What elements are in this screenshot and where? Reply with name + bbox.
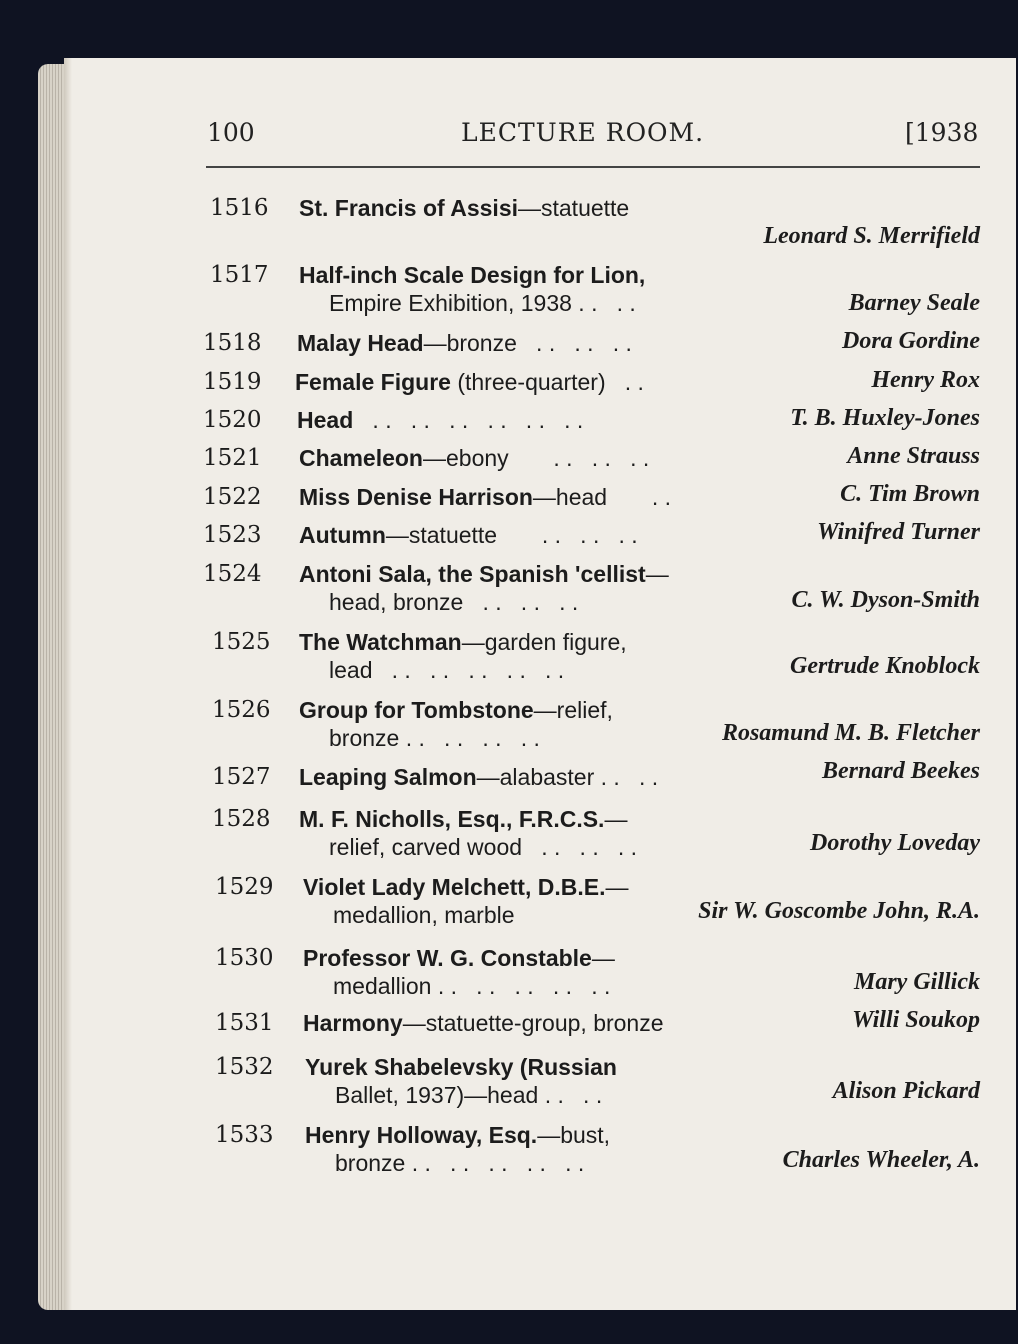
entry-number: 1525 — [212, 629, 271, 655]
entry-number: 1520 — [203, 407, 262, 433]
entry-number: 1531 — [215, 1010, 274, 1036]
entry-description: — — [645, 561, 669, 587]
entry-description: (three-quarter) . . — [450, 369, 644, 395]
entry-artist: C. Tim Brown — [840, 481, 980, 507]
entry-description: —head . . — [532, 484, 671, 510]
entry-title-line — [299, 195, 629, 222]
entry-title: Antoni Sala, the Spanish 'cellist — [299, 561, 646, 587]
entry-artist: Winifred Turner — [817, 519, 980, 545]
entry-description: —bronze . . . . . . — [423, 330, 632, 356]
entry-title: Henry Holloway, Esq. — [305, 1122, 538, 1148]
page-number: 100 — [207, 118, 255, 147]
entry-title: Yurek Shabelevsky (Russian — [305, 1054, 617, 1080]
entry-number: 1533 — [215, 1122, 274, 1148]
entry-artist: Anne Strauss — [847, 443, 980, 469]
entry-description: . . . . . . . . . . . . — [353, 407, 584, 433]
entry-title-line — [299, 764, 658, 791]
entry-artist: Dorothy Loveday — [810, 830, 980, 856]
entry-artist: Leonard S. Merrifield — [763, 223, 980, 249]
entry-title-line — [305, 1054, 617, 1081]
page-gutter-shadow — [64, 58, 72, 1310]
entry-description: — — [605, 874, 629, 900]
page-year: [1938 — [905, 118, 979, 147]
entry-artist: T. B. Huxley-Jones — [790, 405, 980, 431]
entry-number: 1517 — [210, 262, 269, 288]
entry-description: —bust, — [537, 1122, 611, 1148]
entry-title-line — [299, 629, 627, 656]
entry-title: Group for Tombstone — [299, 697, 534, 723]
entry-number: 1530 — [215, 945, 274, 971]
entry-artist: Willi Soukop — [852, 1007, 980, 1033]
entry-artist: C. W. Dyson-Smith — [791, 587, 980, 613]
entry-title-line — [297, 330, 632, 357]
entry-title-line — [299, 697, 613, 724]
entry-number: 1522 — [203, 484, 262, 510]
entry-description: —statuette . . . . . . — [385, 522, 638, 548]
entry-number: 1527 — [212, 764, 271, 790]
entry-number: 1532 — [215, 1054, 274, 1080]
entry-description: —alabaster . . . . — [476, 764, 659, 790]
entry-title: Half-inch Scale Design for Lion, — [299, 262, 646, 288]
entry-artist: Mary Gillick — [854, 969, 980, 995]
entry-title-line — [299, 522, 638, 549]
entry-continuation: medallion, marble — [333, 902, 515, 928]
entry-title-line — [299, 806, 627, 833]
entry-title: Chameleon — [299, 445, 423, 471]
header-rule — [206, 166, 980, 168]
entry-number: 1528 — [212, 806, 271, 832]
entry-description: — — [604, 806, 628, 832]
entry-title: Head — [297, 407, 354, 433]
entry-continuation: Empire Exhibition, 1938 . . . . — [329, 290, 636, 316]
entry-title-line — [303, 874, 628, 901]
entry-artist: Barney Seale — [848, 290, 980, 316]
entry-continuation: Ballet, 1937)—head . . . . — [335, 1082, 603, 1108]
entry-artist: Dora Gordine — [841, 328, 980, 354]
entry-title: Violet Lady Melchett, D.B.E. — [303, 874, 606, 900]
entry-title: Miss Denise Harrison — [299, 484, 533, 510]
entry-title-line — [303, 945, 615, 972]
entry-continuation: medallion . . . . . . . . . . — [333, 973, 611, 999]
entry-title-line — [297, 407, 583, 434]
entry-artist: Rosamund M. B. Fletcher — [721, 720, 980, 746]
entry-description: —ebony . . . . . . — [422, 445, 650, 471]
entry-title: Harmony — [303, 1010, 403, 1036]
entry-title: St. Francis of Assisi — [299, 195, 518, 221]
entry-description: —statuette — [518, 195, 630, 221]
entry-description: — — [591, 945, 615, 971]
entry-continuation: bronze . . . . . . . . . . — [335, 1150, 585, 1176]
entry-continuation: lead . . . . . . . . . . — [329, 657, 565, 683]
entry-number: 1529 — [215, 874, 274, 900]
entry-title: Leaping Salmon — [299, 764, 477, 790]
entry-title-line — [299, 484, 671, 511]
entry-title: Autumn — [299, 522, 386, 548]
entry-number: 1518 — [203, 330, 262, 356]
entry-title: Professor W. G. Constable — [303, 945, 592, 971]
entry-description: —garden figure, — [461, 629, 627, 655]
entry-artist: Charles Wheeler, A. — [782, 1147, 980, 1173]
entry-number: 1526 — [212, 697, 271, 723]
entry-title: Female Figure — [295, 369, 451, 395]
entry-title-line — [299, 445, 649, 472]
entry-description: —relief, — [533, 697, 613, 723]
entry-artist: Alison Pickard — [832, 1078, 980, 1104]
entry-title-line — [299, 561, 669, 588]
entry-title-line — [295, 369, 644, 396]
entry-continuation: head, bronze . . . . . . — [329, 589, 579, 615]
entry-number: 1521 — [203, 445, 262, 471]
entry-artist: Sir W. Goscombe John, R.A. — [698, 898, 980, 924]
entry-number: 1523 — [203, 522, 262, 548]
entry-title-line — [303, 1010, 664, 1037]
entry-continuation: relief, carved wood . . . . . . — [329, 834, 638, 860]
entry-number: 1516 — [210, 195, 269, 221]
entry-continuation: bronze . . . . . . . . — [329, 725, 540, 751]
entry-title: Malay Head — [297, 330, 424, 356]
entry-title: M. F. Nicholls, Esq., F.R.C.S. — [299, 806, 605, 832]
entry-title: The Watchman — [299, 629, 462, 655]
entry-description: —statuette-group, bronze — [402, 1010, 664, 1036]
entry-number: 1524 — [203, 561, 262, 587]
entry-artist: Gertrude Knoblock — [789, 653, 980, 679]
entry-artist: Bernard Beekes — [822, 758, 980, 784]
entry-artist: Henry Rox — [871, 367, 980, 393]
page-title: LECTURE ROOM. — [461, 118, 705, 147]
entry-title-line — [299, 262, 645, 289]
entry-title-line — [305, 1122, 610, 1149]
entry-number: 1519 — [203, 369, 262, 395]
